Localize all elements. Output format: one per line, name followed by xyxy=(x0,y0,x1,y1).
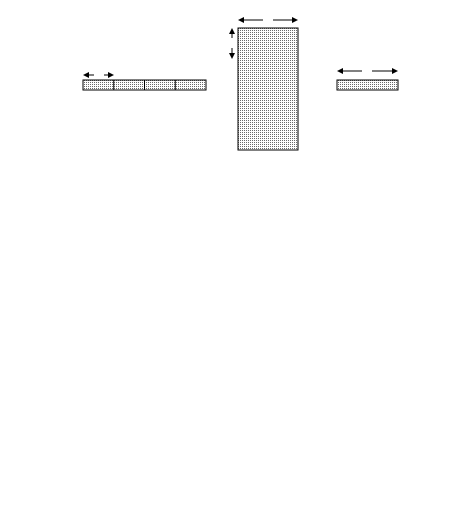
vector-matrix-diagram xyxy=(0,0,471,172)
vector-c xyxy=(337,80,398,90)
figure-caption xyxy=(14,178,466,179)
vector-a xyxy=(83,80,206,90)
matrix-b xyxy=(238,28,298,150)
